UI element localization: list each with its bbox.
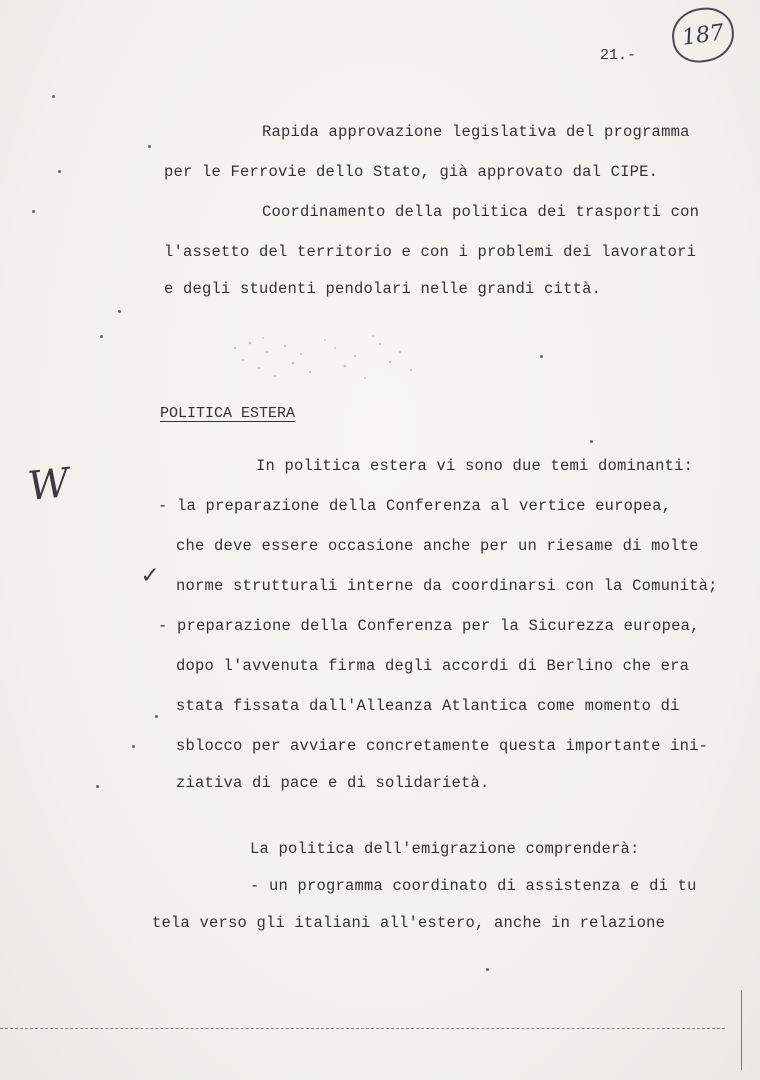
text-line: che deve essere occasione anche per un riesame di molte — [176, 537, 699, 555]
ink-speck — [540, 355, 543, 358]
text-line: Coordinamento della politica dei trasporti con — [262, 203, 700, 221]
ink-smudge — [215, 318, 445, 393]
ink-speck — [96, 785, 99, 788]
text-line: In politica estera vi sono due temi dominanti: — [256, 457, 694, 475]
text-line: - preparazione della Conferenza per la Sicurezza europea, — [158, 617, 700, 635]
text-line: per le Ferrovie dello Stato, già approvato dal CIPE. — [164, 163, 659, 181]
ink-speck — [148, 145, 151, 148]
text-line: Rapida approvazione legislativa del programma — [262, 123, 690, 141]
page-edge — [741, 990, 742, 1070]
text-line: La politica dell'emigrazione comprenderà: — [250, 840, 640, 858]
check-mark-icon: ✓ — [142, 561, 158, 591]
bottom-rule — [0, 1028, 725, 1029]
ink-speck — [155, 715, 158, 718]
text-line: l'assetto del territorio e con i problemi dei lavoratori — [164, 243, 697, 261]
text-line: tela verso gli italiani all'estero, anche in relazione — [152, 914, 666, 932]
text-line: dopo l'avvenuta firma degli accordi di Berlino che era — [176, 657, 690, 675]
margin-mark: W — [25, 459, 72, 511]
page-number: 21.- — [600, 47, 637, 64]
ink-speck — [132, 745, 135, 748]
ink-speck — [486, 968, 489, 971]
stamp-number: 187 — [680, 19, 726, 51]
ink-speck — [590, 440, 593, 443]
text-line: ziativa di pace e di solidarietà. — [176, 774, 490, 792]
ink-speck — [32, 210, 35, 213]
ink-speck — [58, 170, 61, 173]
ink-speck — [100, 335, 103, 338]
section-heading: POLITICA ESTERA — [160, 405, 296, 422]
text-line: e degli studenti pendolari nelle grandi città. — [164, 280, 602, 298]
ink-speck — [52, 95, 55, 98]
text-line: sblocco per avviare concretamente questa importante ini- — [176, 737, 709, 755]
text-line: stata fissata dall'Alleanza Atlantica come momento di — [176, 697, 680, 715]
archive-stamp — [669, 4, 738, 66]
text-line: - un programma coordinato di assistenza e di tu — [250, 877, 697, 895]
ink-speck — [118, 310, 121, 313]
text-line: - la preparazione della Conferenza al vertice europea, — [158, 497, 672, 515]
text-line: norme strutturali interne da coordinarsi con la Comunità; — [176, 577, 718, 595]
